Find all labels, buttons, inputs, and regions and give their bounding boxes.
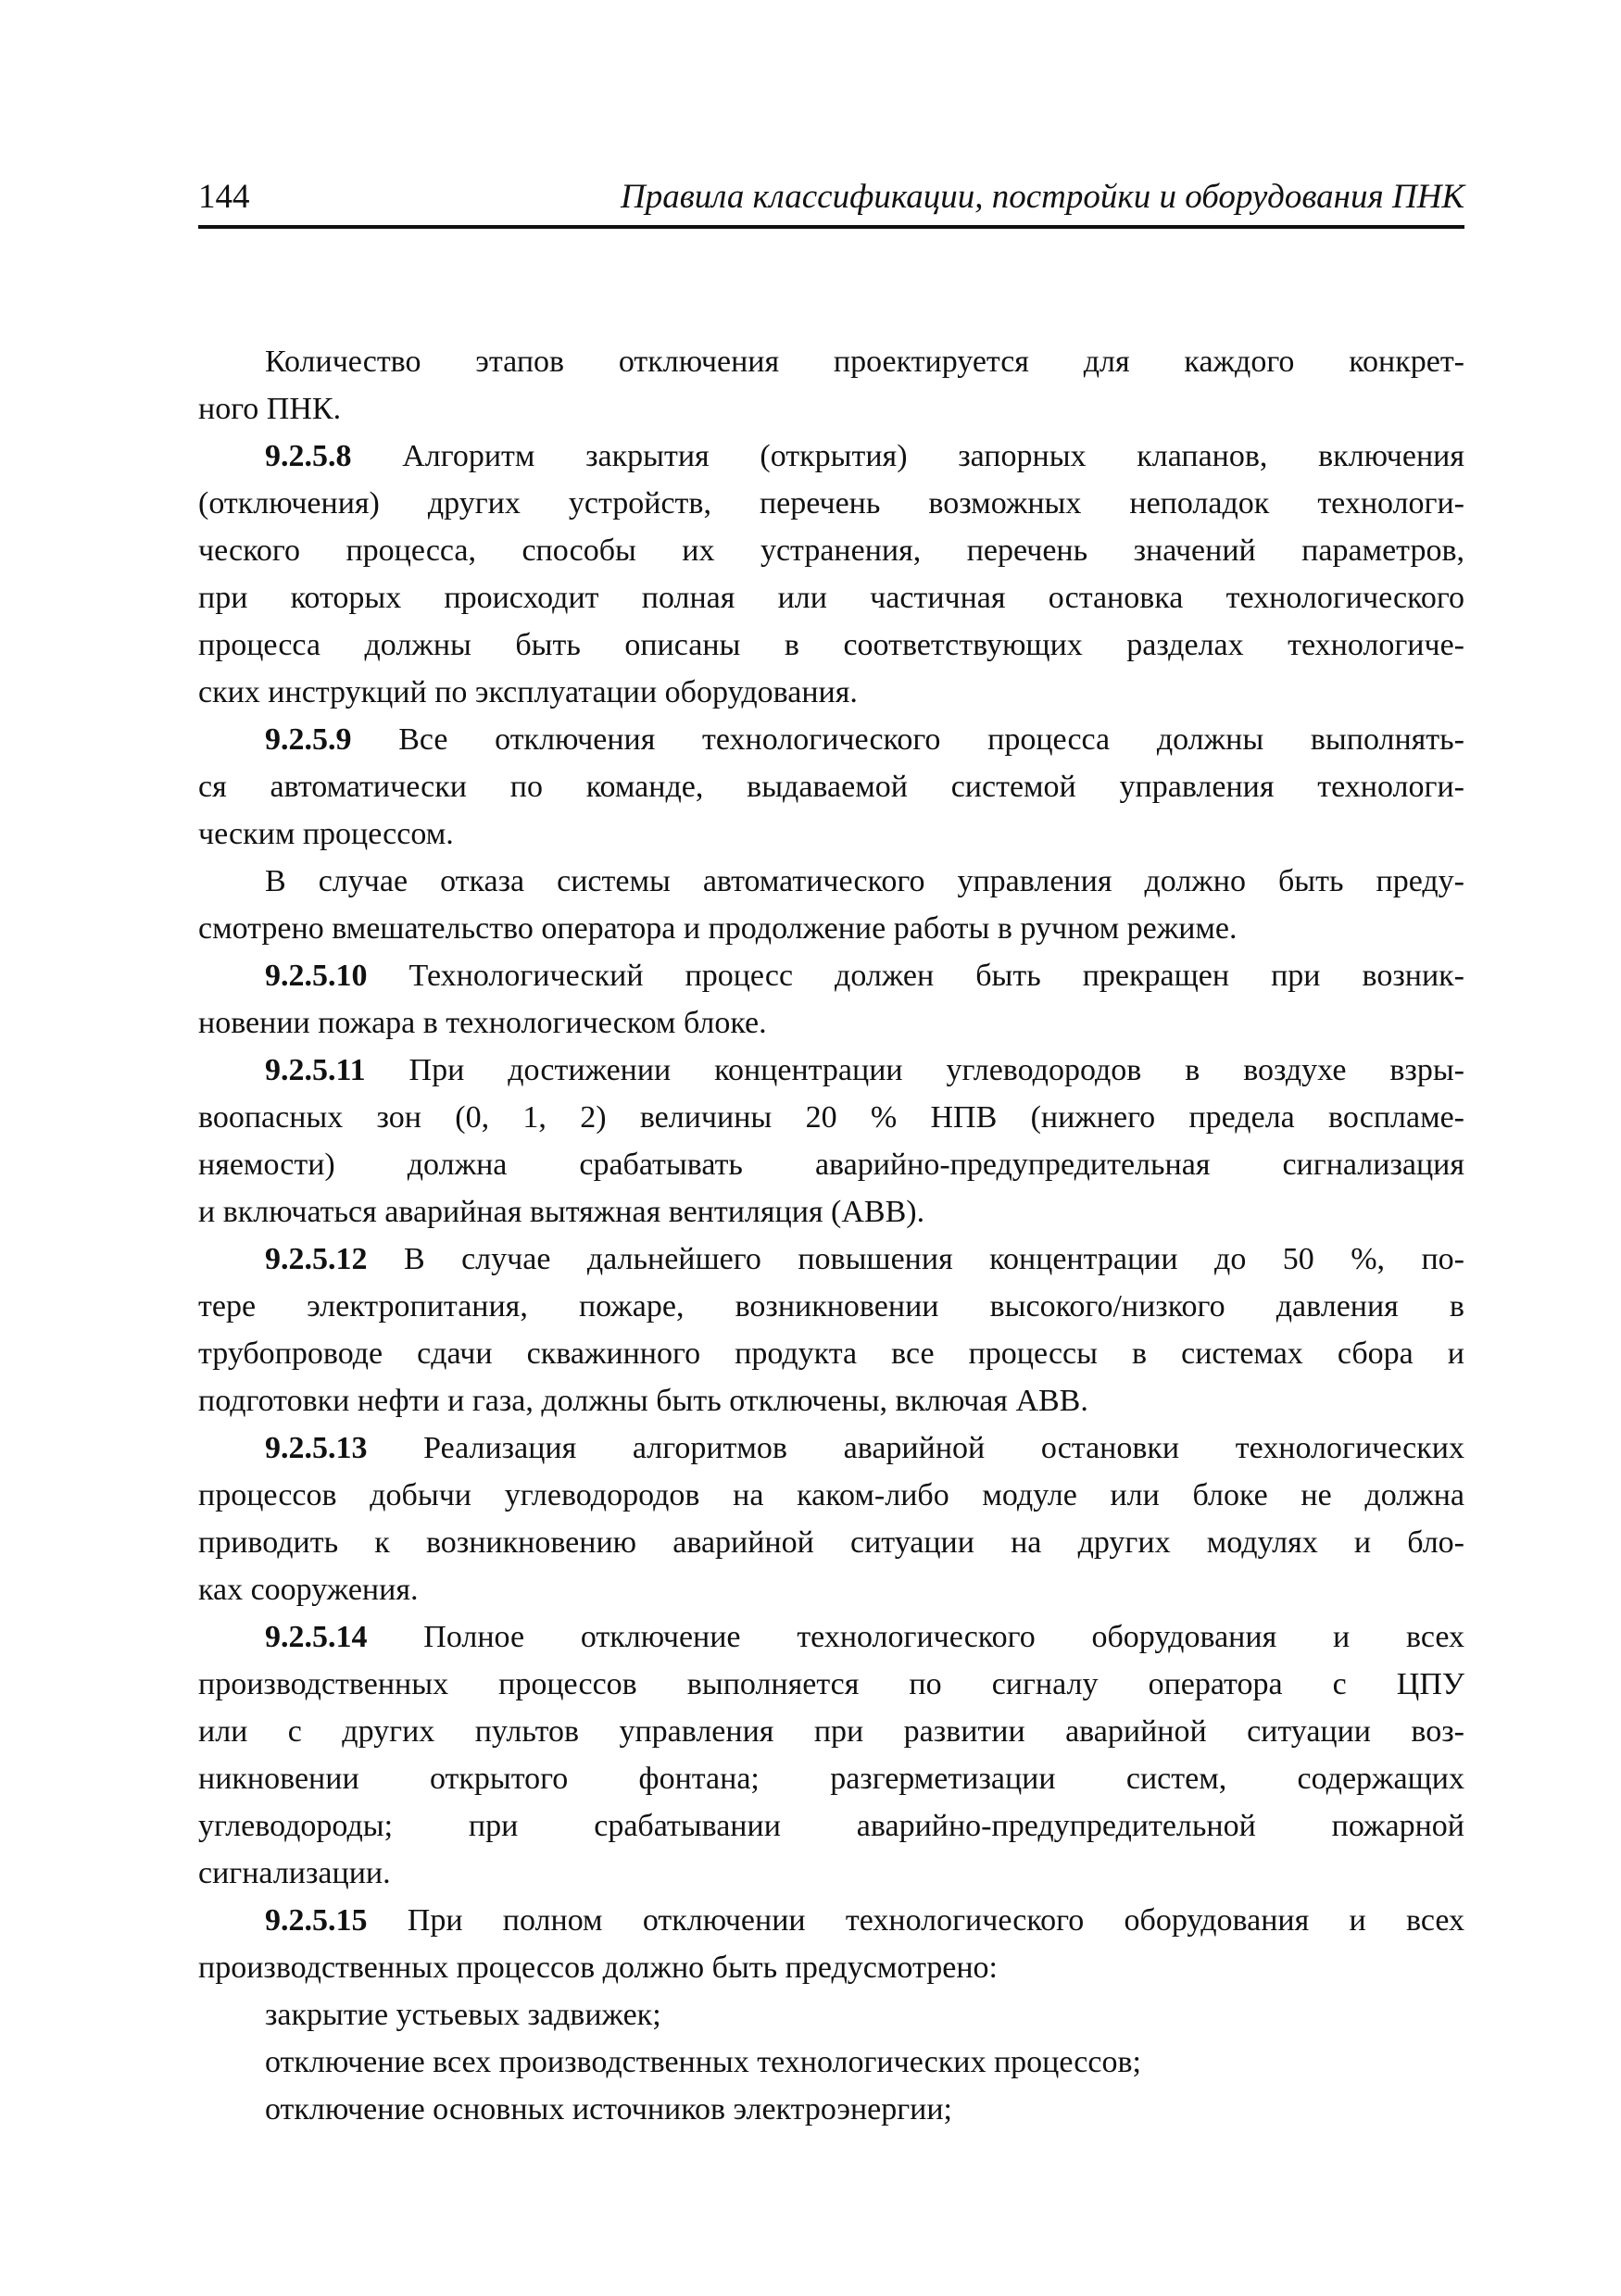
paragraph-line	[198, 905, 1464, 952]
paragraph-line	[198, 1944, 1464, 1991]
line-text: ческим процессом.	[198, 817, 454, 851]
line-text: новении пожара в технологическом блоке.	[198, 1006, 767, 1040]
paragraph-first-line	[198, 2086, 1464, 2133]
line-text: ся автоматически по команде, выдаваемой системой управления технологи-	[198, 770, 1464, 804]
clause-number: 9.2.5.14	[265, 1620, 368, 1654]
line-text: При полном отключении технологического оборудования и всех	[367, 1903, 1464, 1938]
paragraph-line	[198, 1755, 1464, 1802]
paragraph-line	[198, 621, 1464, 669]
line-text: Реализация алгоритмов аварийной остановки технологических	[367, 1431, 1464, 1465]
paragraph-first-line	[198, 858, 1464, 905]
paragraph-line	[198, 1094, 1464, 1141]
clause-number: 9.2.5.9	[265, 722, 352, 757]
line-text: углеводороды; при срабатывании аварийно-предупредительной пожарной	[198, 1809, 1464, 1843]
paragraph-line	[198, 1661, 1464, 1708]
line-text: В случае отказа системы автоматического управления должно быть преду-	[265, 864, 1464, 898]
paragraph-first-line	[198, 1047, 1464, 1094]
line-text: Полное отключение технологического оборудования и всех	[367, 1620, 1464, 1654]
line-text: В случае дальнейшего повышения концентрации до 50 %, по-	[367, 1242, 1464, 1276]
paragraph-line	[198, 480, 1464, 527]
paragraph-first-line	[198, 1897, 1464, 1944]
paragraph-line	[198, 1472, 1464, 1519]
line-text: ских инструкций по эксплуатации оборудования.	[198, 675, 858, 709]
paragraph-line	[198, 1283, 1464, 1330]
paragraph-first-line	[198, 1236, 1464, 1283]
paragraph-first-line	[198, 338, 1464, 385]
clause-number: 9.2.5.15	[265, 1903, 368, 1938]
running-title: Правила классификации, постройки и оборудования ПНК	[621, 178, 1464, 216]
paragraph-line	[198, 763, 1464, 810]
line-text: или с других пультов управления при развитии аварийной ситуации воз-	[198, 1714, 1464, 1749]
paragraph-first-line	[198, 433, 1464, 480]
line-text: Технологический процесс должен быть прекращен при возник-	[367, 959, 1464, 993]
line-text: няемости) должна срабатывать аварийно-предупредительная сигнализация	[198, 1148, 1464, 1182]
line-text: никновении открытого фонтана; разгерметизации систем, содержащих	[198, 1762, 1464, 1796]
line-text: отключение основных источников электроэнергии;	[265, 2092, 953, 2127]
paragraph-line	[198, 527, 1464, 574]
paragraph-first-line	[198, 716, 1464, 763]
paragraph-line	[198, 1188, 1464, 1236]
paragraph-line	[198, 1330, 1464, 1377]
line-text: Все отключения технологического процесса должны выполнять-	[351, 722, 1464, 757]
line-text: производственных процессов выполняется по сигналу оператора с ЦПУ	[198, 1667, 1464, 1701]
clause-number: 9.2.5.12	[265, 1242, 368, 1276]
document-body	[198, 338, 1464, 2133]
paragraph-line	[198, 810, 1464, 858]
paragraph-first-line	[198, 1424, 1464, 1472]
paragraph-line	[198, 1377, 1464, 1424]
clause-number: 9.2.5.10	[265, 959, 368, 993]
line-text: приводить к возникновению аварийной ситуации на других модулях и бло-	[198, 1525, 1464, 1560]
paragraph-first-line	[198, 2039, 1464, 2086]
paragraph-line	[198, 1141, 1464, 1188]
line-text: закрытие устьевых задвижек;	[265, 1998, 661, 2032]
paragraph-first-line	[198, 1613, 1464, 1661]
paragraph-line	[198, 1802, 1464, 1850]
line-text: Количество этапов отключения проектируется для каждого конкрет-	[265, 345, 1464, 379]
clause-number: 9.2.5.11	[265, 1053, 366, 1087]
paragraph-line	[198, 1566, 1464, 1613]
line-text: подготовки нефти и газа, должны быть отключены, включая АВВ.	[198, 1384, 1088, 1418]
running-header	[198, 174, 1464, 220]
line-text: ного ПНК.	[198, 392, 342, 426]
line-text: При достижении концентрации углеводородов в воздухе взры-	[365, 1053, 1464, 1087]
line-text: производственных процессов должно быть предусмотрено:	[198, 1951, 998, 1985]
line-text: при которых происходит полная или частичная остановка технологического	[198, 581, 1464, 615]
paragraph-line	[198, 574, 1464, 621]
paragraph-first-line	[198, 1991, 1464, 2039]
header-rule	[198, 225, 1464, 229]
line-text: ческого процесса, способы их устранения, перечень значений параметров,	[198, 533, 1464, 568]
line-text: тере электропитания, пожаре, возникновении высокого/низкого давления в	[198, 1289, 1464, 1324]
line-text: воопасных зон (0, 1, 2) величины 20 % НПВ (нижнего предела воспламе-	[198, 1100, 1464, 1135]
line-text: отключение всех производственных технологических процессов;	[265, 2045, 1141, 2079]
paragraph-line	[198, 385, 1464, 433]
line-text: процессов добычи углеводородов на каком-либо модуле или блоке не должна	[198, 1478, 1464, 1512]
paragraph-line	[198, 999, 1464, 1047]
line-text: смотрено вмешательство оператора и продолжение работы в ручном режиме.	[198, 911, 1238, 946]
line-text: и включаться аварийная вытяжная вентиляция (АВВ).	[198, 1195, 925, 1229]
clause-number: 9.2.5.13	[265, 1431, 368, 1465]
clause-number: 9.2.5.8	[265, 439, 352, 473]
line-text: процесса должны быть описаны в соответствующих разделах технологиче-	[198, 628, 1464, 662]
paragraph-first-line	[198, 952, 1464, 999]
line-text: трубопроводе сдачи скважинного продукта все процессы в системах сбора и	[198, 1336, 1464, 1371]
paragraph-line	[198, 1708, 1464, 1755]
line-text: (отключения) других устройств, перечень возможных неполадок технологи-	[198, 486, 1464, 521]
line-text: Алгоритм закрытия (открытия) запорных клапанов, включения	[351, 439, 1464, 473]
line-text: ках сооружения.	[198, 1573, 419, 1607]
line-text: сигнализации.	[198, 1856, 391, 1890]
paragraph-line	[198, 1519, 1464, 1566]
paragraph-line	[198, 1850, 1464, 1897]
page-number: 144	[198, 178, 250, 216]
paragraph-line	[198, 669, 1464, 716]
